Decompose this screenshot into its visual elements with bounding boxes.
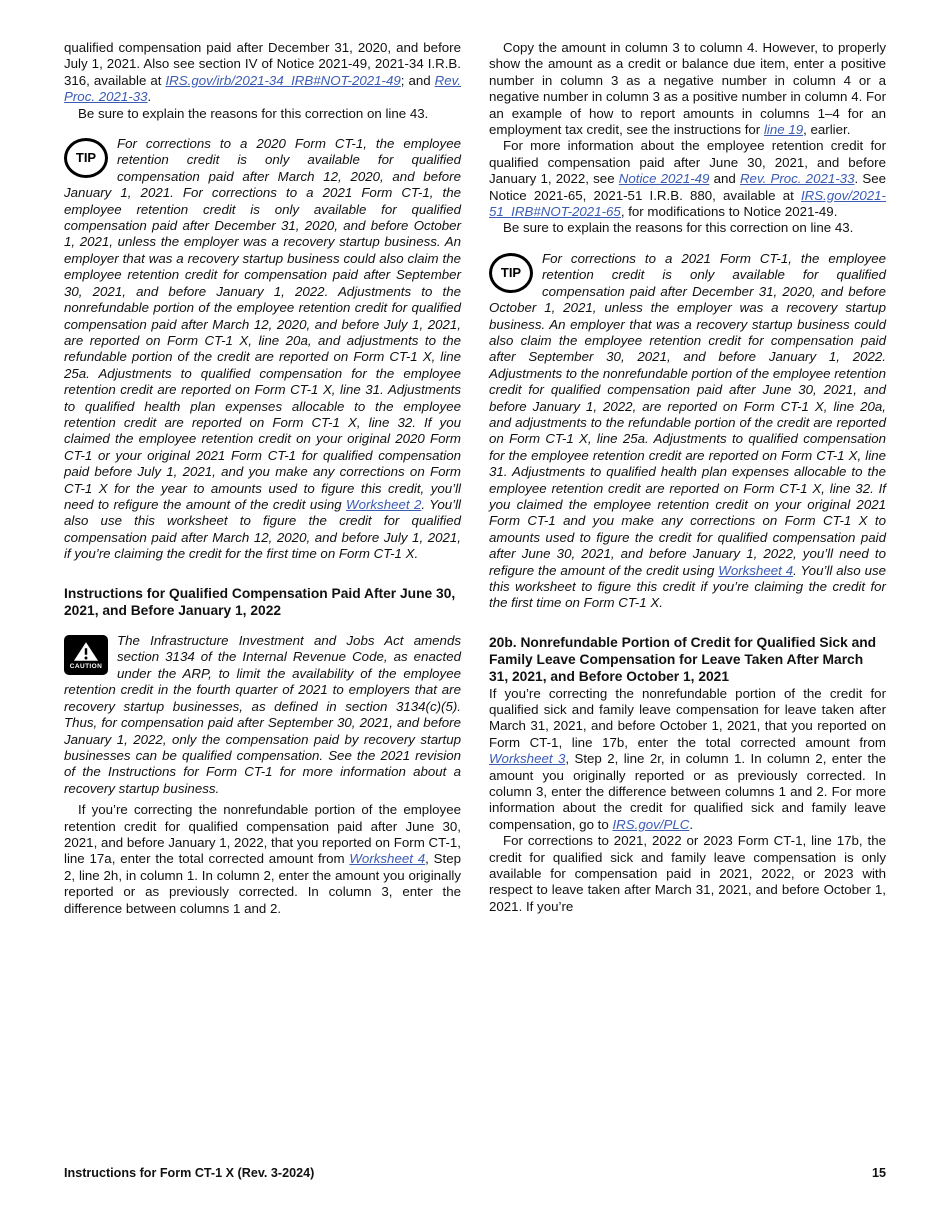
text-run: Be sure to explain the reasons for this correction on line 43. <box>78 105 429 121</box>
caution-icon-label: CAUTION <box>69 663 103 671</box>
text-run: , Step 2, line 2h, in column 1. In column 2, enter the amount you originally reported or as previously corrected. In column 3, enter the difference between columns 1 and 2. <box>64 851 461 916</box>
footer-document-title: Instructions for Form CT-1 X (Rev. 3-2024) <box>64 1166 315 1180</box>
section-heading <box>489 634 886 686</box>
text-run: For corrections to a 2020 Form CT-1, the employee retention credit is only available for qualified compensation paid after March 12, 2020, and before January 1, 2021. For corrections to a 2021 Form CT-1, the employee retention credit is only available for qualified compensation paid after December 31, 2020, and before October 1, 2021, unless the employer was a recovery startup business. An employer that was a recovery startup business could also claim the employee retention credit for compensation paid after September 30, 2021, and before January 1, 2022. Adjustments to the nonrefundable portion of the employee retention credit for qualified compensation paid after March 12, 2020, and before July 1, 2021, are reported on Form CT-1 X, line 20a, and adjustments to the refundable portion of the credit are reported on Form CT-1 X, line 25a. Adjustments to qualified compensation for the employee retention credit are reported on Form CT-1 X, line 31. Adjustments to qualified health plan expenses allocable to the employee retention credit are reported on Form CT-1 X, line 32. If you claimed the employee retention credit on your original 2020 Form CT-1 or your original 2021 Form CT-1 for qualified compensation paid before July 1, 2021, and you make any corrections on Form CT-1 X for the year to amounts used to figure this credit, you’ll need to refigure the amount of the credit using <box>64 136 461 512</box>
text-run: ; and <box>400 72 435 88</box>
inline-link[interactable]: IRS.gov/2021-51_IRB#NOT-2021-65 <box>489 187 886 220</box>
tip-note <box>64 136 461 563</box>
text-run: . <box>147 89 152 105</box>
text-run: . See Notice 2021-65, 2021-51 I.R.B. 880, available at <box>489 171 887 203</box>
caution-note <box>64 633 461 797</box>
tip-note <box>489 251 886 612</box>
text-run: If you’re correcting the nonrefundable portion of the employee retention credit for qualified compensation paid after June 30, 2021, and before January 1, 2022, that you reported on Form CT-1, line 17a, enter the total corrected amount from <box>64 802 461 867</box>
column-right <box>489 40 886 917</box>
text-run: If you’re correcting the nonrefundable portion of the credit for qualified sick and family leave compensation for leave taken after March 31, 2021, and before October 1, 2021, that you reported on Form CT-1, line 17b, enter the total corrected amount from <box>489 685 886 750</box>
text-run: 20b. Nonrefundable Portion of Credit for Qualified Sick and Family Leave Compensation for Leave Taken After March 31, 2021, and Before October 1, 2021 <box>489 634 877 685</box>
footer-page-number: 15 <box>871 1166 886 1180</box>
inline-link[interactable]: Rev. Proc. 2021-33 <box>739 171 855 187</box>
paragraph <box>489 138 886 220</box>
text-run: . <box>689 816 694 832</box>
paragraph <box>489 220 886 236</box>
inline-link[interactable]: Notice 2021-49 <box>618 171 710 187</box>
inline-link[interactable]: line 19 <box>763 122 804 138</box>
text-run: Be sure to explain the reasons for this correction on line 43. <box>503 220 854 236</box>
paragraph <box>489 686 886 834</box>
text-run: For more information about the employee retention credit for qualified compensation paid after June 30, 2021, and before January 1, 2022, see <box>489 138 886 187</box>
inline-link[interactable]: Worksheet 3 <box>489 751 566 767</box>
text-run: Instructions for Qualified Compensation Paid After June 30, 2021, and Before January 1, 2022 <box>64 585 456 618</box>
caution-triangle-icon <box>64 635 108 675</box>
text-run: . You’ll also use this worksheet to figure the credit for qualified compensation paid after March 12, 2020, and before July 1, 2021, if you’re claiming the credit for the first time on Form CT-1 X. <box>64 496 462 562</box>
text-run: . You’ll also use this worksheet to figure this credit if you’re claiming the credit for the first time on Form CT-1 X. <box>489 562 887 611</box>
paragraph <box>64 106 461 122</box>
advice-text <box>64 136 461 561</box>
section-heading <box>64 585 461 619</box>
inline-link[interactable]: Rev. Proc. 2021-33 <box>64 72 461 105</box>
tip-icon-label: TIP <box>489 253 533 293</box>
inline-link[interactable]: IRS.gov/irb/2021-34_IRB#NOT-2021-49 <box>165 72 401 88</box>
caution-icon <box>64 635 108 675</box>
text-run: For corrections to a 2021 Form CT-1, the employee retention credit is only available for qualified compensation paid after December 31, 2020, and before October 1, 2021, unless the employer was a recovery startup business. An employer that was a recovery startup business could also claim the employee retention credit for compensation paid after September 30, 2021, and before January 1, 2022. Adjustments to the nonrefundable portion of the employee retention credit for qualified compensation paid after June 30, 2021, and before January 1, 2022, are reported on Form CT-1 X, line 20a, and adjustments to the refundable portion of the credit are reported on Form CT-1 X, line 25a. Adjustments to qualified compensation for the employee retention credit are reported on Form CT-1 X, line 31. Adjustments to qualified health plan expenses allocable to the employee retention credit are reported on Form CT-1 X, line 32. If you claimed the employee retention credit on your original 2021 Form CT-1 and you make any corrections on Form CT-1 X to amounts used to figure the credit for qualified compensation paid after June 30, 2021, and before January 1, 2022, you’ll need to refigure the amount of the credit using <box>489 250 886 578</box>
text-run: For corrections to 2021, 2022 or 2023 Form CT-1, line 17b, the credit for qualified sick and family leave compensation is only available for compensation paid in 2021, 2022, or 2023 with respect to leave taken after March 31, 2021, and before October 1, 2021. If you’re <box>489 833 886 914</box>
text-run: qualified compensation paid after December 31, 2020, and before July 1, 2021. Also see section IV of Notice 2021-49, 2021-34 I.R.B. 316, available at <box>64 40 461 88</box>
advice-text <box>489 251 886 611</box>
page-footer <box>64 1166 886 1180</box>
text-run: The Infrastructure Investment and Jobs Act amends section 3134 of the Internal Revenue Code, as enacted under the ARP, to limit the availability of the employee retention credit in the fourth quarter of 2021 to employers that are recovery startup businesses, as defined in section 3134(c)(5). Thus, for compensation paid after September 30, 2021, and before January 1, 2022, only the compensation paid by recovery startup businesses can be qualified compensation. See the 2021 revision of the Instructions for Form CT-1 for more information about a recovery startup business. <box>64 633 461 796</box>
inline-link[interactable]: Worksheet 2 <box>346 496 422 512</box>
inline-link[interactable]: Worksheet 4 <box>349 851 426 867</box>
advice-text <box>64 633 461 796</box>
tip-icon-label: TIP <box>64 138 108 178</box>
tip-icon <box>489 253 533 293</box>
inline-link[interactable]: Worksheet 4 <box>718 562 794 578</box>
paragraph <box>489 40 886 138</box>
paragraph <box>64 802 461 917</box>
paragraph <box>64 40 461 106</box>
inline-link[interactable]: IRS.gov/PLC <box>612 816 690 832</box>
page-content <box>64 40 886 917</box>
text-run: and <box>709 171 740 187</box>
column-left <box>64 40 461 917</box>
text-run: , earlier. <box>803 122 851 138</box>
paragraph <box>489 833 886 915</box>
text-run: Copy the amount in column 3 to column 4. However, to properly show the amount as a credit or balance due item, enter a positive number in column 3 as a negative number in column 4 or a negative number in column 3 as a positive number in column 4. For an example of how to report amounts in columns 1–4 for an employment tax credit, see the instructions for <box>489 40 886 138</box>
text-run: , for modifications to Notice 2021-49. <box>620 204 838 220</box>
tip-icon <box>64 138 108 178</box>
text-run: , Step 2, line 2r, in column 1. In column 2, enter the amount you originally reported or as previously corrected. In column 3, enter the difference between columns 1 and 2. For more information about the credit for qualified sick and family leave compensation, go to <box>489 751 887 832</box>
